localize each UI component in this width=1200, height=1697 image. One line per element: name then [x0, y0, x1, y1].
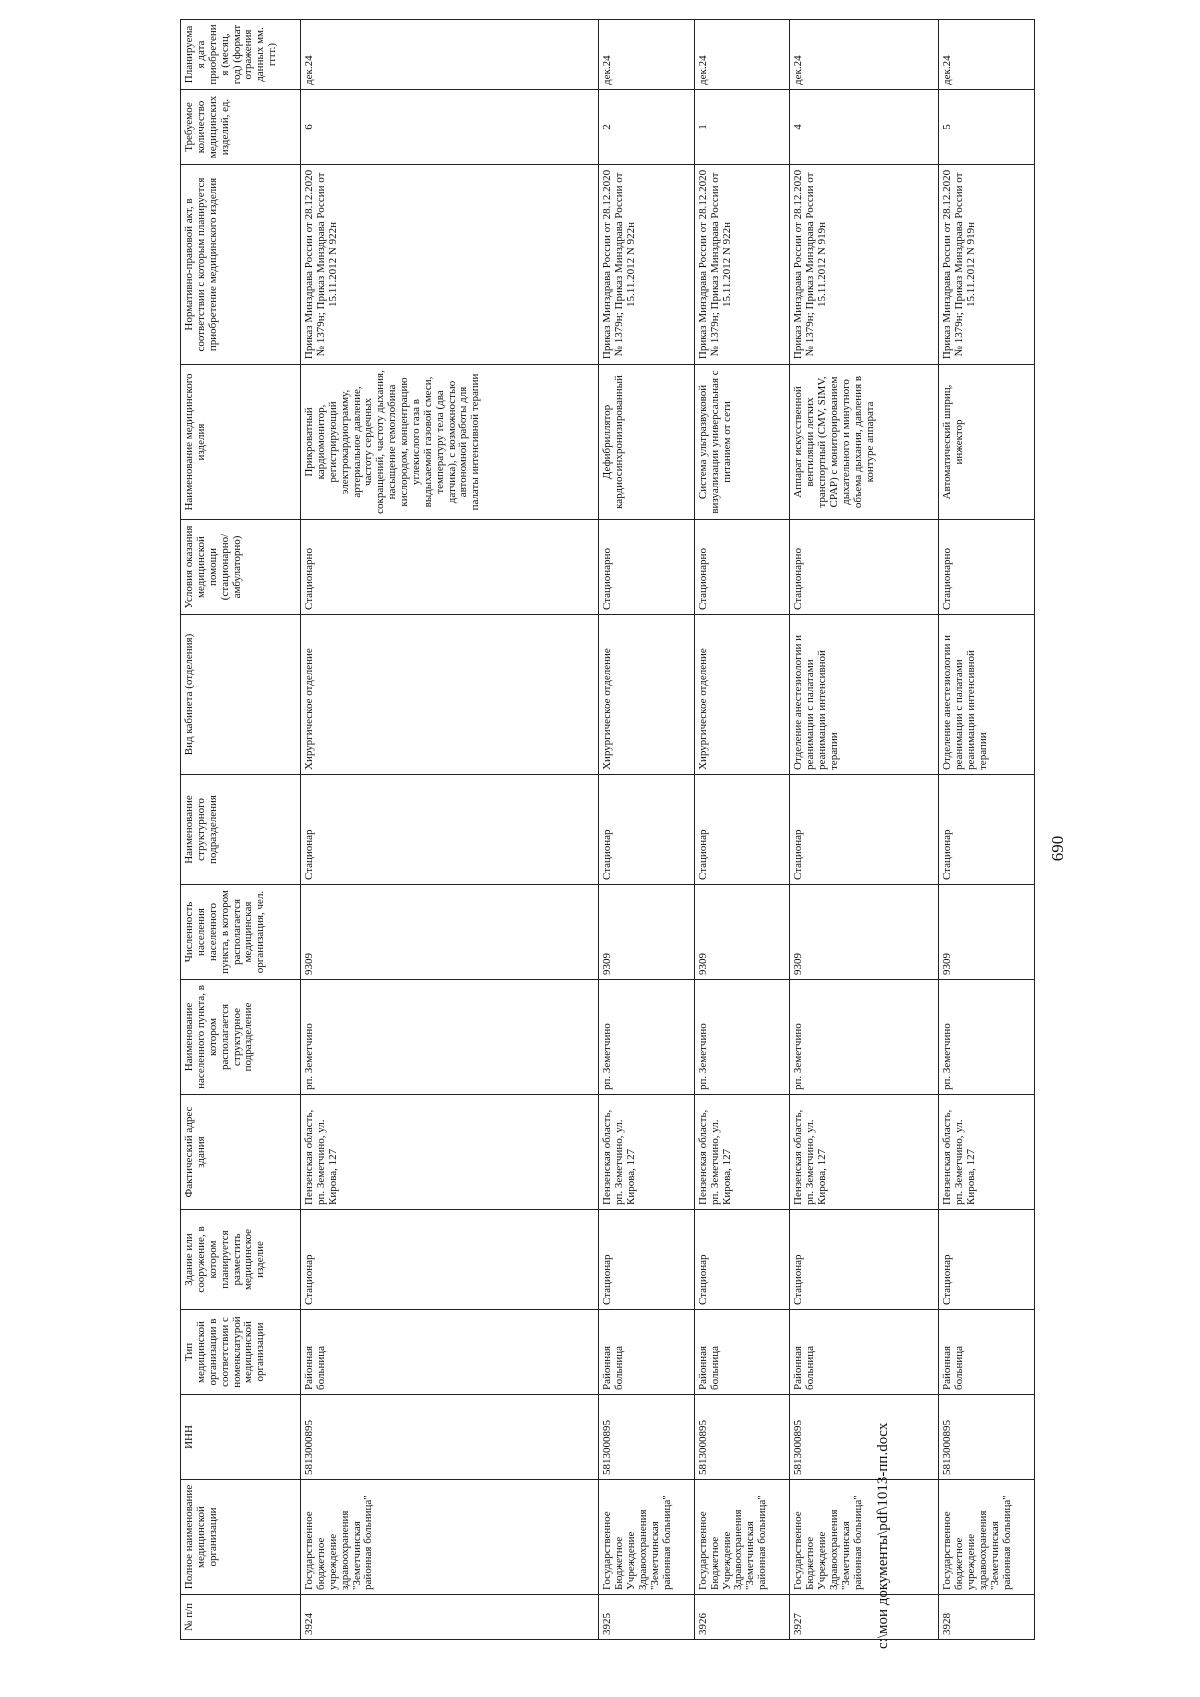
org-name-cell: Государственное бюджетное учреждение здравоохранения "Земетчинская районная больница"	[939, 1480, 1035, 1595]
header-cell: Вид кабинета (отделения)	[181, 615, 301, 775]
org-name-cell: Государственное бюджетное учреждение здравоохранения "Земетчинская районная больница"	[301, 1480, 599, 1595]
org-name-cell: Государственное Бюджетное Учреждение Здравоохранения "Земетчинская районная больница"	[694, 1480, 789, 1595]
legal-act-cell: Приказ Минздрава России от 28.12.2020 № 1379н; Приказ Минздрава России от 15.11.2012 N 922н	[301, 165, 599, 365]
header-cell: Нормативно-правовой акт, в соответствии с которым планируется приобретение медицинского изделия	[181, 165, 301, 365]
org-type-cell: Районная больница	[939, 1310, 1035, 1395]
device-cell: Система ультразвуковой визуализации универсальная с питанием от сети	[694, 365, 789, 520]
locality-cell: рп. Земетчино	[301, 980, 599, 1095]
table-row	[599, 20, 694, 1640]
org-name-cell: Государственное Бюджетное Учреждение Здравоохранения "Земетчинская районная больница"	[599, 1480, 694, 1595]
row-number: 3925	[599, 1595, 694, 1640]
header-cell: Полное наименование медицинской организации	[181, 1480, 301, 1595]
table-row	[939, 20, 1035, 1640]
quantity-cell: 4	[790, 90, 939, 165]
date-cell: дек.24	[939, 20, 1035, 90]
quantity-cell: 5	[939, 90, 1035, 165]
table-header-row	[181, 20, 301, 1640]
address-cell: Пензенская область, рп. Земетчино, ул. Кирова, 127	[599, 1095, 694, 1210]
row-number: 3924	[301, 1595, 599, 1640]
inn-cell: 5813000895	[599, 1395, 694, 1480]
header-cell: Наименование населенного пункта, в котором располагается структурное подразделение	[181, 980, 301, 1095]
address-cell: Пензенская область, рп. Земетчино, ул. Кирова, 127	[790, 1095, 939, 1210]
locality-cell: рп. Земетчино	[694, 980, 789, 1095]
header-cell: ИНН	[181, 1395, 301, 1480]
header-cell: Численность населения населенного пункта, в котором располагается медицинская организация, чел.	[181, 885, 301, 980]
locality-cell: рп. Земетчино	[790, 980, 939, 1095]
org-type-cell: Районная больница	[301, 1310, 599, 1395]
table-row	[694, 20, 789, 1640]
org-type-cell: Районная больница	[599, 1310, 694, 1395]
inn-cell: 5813000895	[939, 1395, 1035, 1480]
unit-cell: Стационар	[790, 775, 939, 885]
conditions-cell: Стационарно	[599, 520, 694, 615]
unit-cell: Стационар	[694, 775, 789, 885]
department-cell: Хирургическое отделение	[301, 615, 599, 775]
header-cell: Здание или сооружение, в котором планируется разместить медицинское изделие	[181, 1210, 301, 1310]
address-cell: Пензенская область, рп. Земетчино, ул. Кирова, 127	[301, 1095, 599, 1210]
department-cell: Хирургическое отделение	[599, 615, 694, 775]
header-cell: Тип медицинской организации в соответствии с номенклатурой медицинской организации	[181, 1310, 301, 1395]
building-cell: Стационар	[939, 1210, 1035, 1310]
header-cell: Фактический адрес здания	[181, 1095, 301, 1210]
medical-equipment-table	[180, 19, 1035, 1640]
org-name-cell: Государственное Бюджетное Учреждение Здравоохранения "Земетчинская районная больница"	[790, 1480, 939, 1595]
header-cell: Наименование медицинского изделия	[181, 365, 301, 520]
inn-cell: 5813000895	[790, 1395, 939, 1480]
quantity-cell: 1	[694, 90, 789, 165]
legal-act-cell: Приказ Минздрава России от 28.12.2020 № 1379н; Приказ Минздрава России от 15.11.2012 N 922н	[694, 165, 789, 365]
population-cell: 9309	[790, 885, 939, 980]
building-cell: Стационар	[599, 1210, 694, 1310]
header-cell: Планируемая дата приобретения (месяц, год) (формат отражения данных мм. гггг.)	[181, 20, 301, 90]
address-cell: Пензенская область, рп. Земетчино, ул. Кирова, 127	[939, 1095, 1035, 1210]
locality-cell: рп. Земетчино	[939, 980, 1035, 1095]
conditions-cell: Стационарно	[694, 520, 789, 615]
header-cell: Условия оказания медицинской помощи (стационарно/ амбулаторно)	[181, 520, 301, 615]
table-row	[790, 20, 939, 1640]
population-cell: 9309	[301, 885, 599, 980]
department-cell: Отделение анестезиологии и реанимации с палатами реанимации интенсивной терапии	[790, 615, 939, 775]
device-cell: Прикроватный кардиомонитор, регистрирующий электрокардиограмму, артериальное давление, частоту сердечных сокращений, частоту дыхания, насыщение гемоглобина кислородом, концентрацию углекислого газа в выдыхаемой газовой смеси, температуру тела (два датчика), с возможностью автономной работы для палаты интенсивной терапии	[301, 365, 599, 520]
date-cell: дек.24	[599, 20, 694, 90]
conditions-cell: Стационарно	[301, 520, 599, 615]
building-cell: Стационар	[790, 1210, 939, 1310]
legal-act-cell: Приказ Минздрава России от 28.12.2020 № 1379н; Приказ Минздрава России от 15.11.2012 N 919н	[939, 165, 1035, 365]
date-cell: дек.24	[790, 20, 939, 90]
device-cell: Аппарат искусственной вентиляции легких транспортный (CMV, SIMV, CPAP) с мониторированием дыхательного и минутного объема дыхания, давления в контуре аппарата	[790, 365, 939, 520]
unit-cell: Стационар	[939, 775, 1035, 885]
legal-act-cell: Приказ Минздрава России от 28.12.2020 № 1379н; Приказ Минздрава России от 15.11.2012 N 919н	[790, 165, 939, 365]
inn-cell: 5813000895	[301, 1395, 599, 1480]
legal-act-cell: Приказ Минздрава России от 28.12.2020 № 1379н; Приказ Минздрава России от 15.11.2012 N 922н	[599, 165, 694, 365]
population-cell: 9309	[599, 885, 694, 980]
date-cell: дек.24	[694, 20, 789, 90]
inn-cell: 5813000895	[694, 1395, 789, 1480]
population-cell: 9309	[694, 885, 789, 980]
device-cell: Автоматический шприц, инжектор	[939, 365, 1035, 520]
header-cell: Требуемое количество медицинских изделий, ед.	[181, 90, 301, 165]
conditions-cell: Стационарно	[790, 520, 939, 615]
org-type-cell: Районная больница	[790, 1310, 939, 1395]
date-cell: дек.24	[301, 20, 599, 90]
address-cell: Пензенская область, рп. Земетчино, ул. Кирова, 127	[694, 1095, 789, 1210]
department-cell: Хирургическое отделение	[694, 615, 789, 775]
table-row	[301, 20, 599, 1640]
building-cell: Стационар	[694, 1210, 789, 1310]
row-number: 3928	[939, 1595, 1035, 1640]
building-cell: Стационар	[301, 1210, 599, 1310]
unit-cell: Стационар	[301, 775, 599, 885]
file-path-footer: c:\мои документы\pdf\1013-пп.docx	[875, 1422, 891, 1649]
device-cell: Дефибриллятор кардиосинхронизированный	[599, 365, 694, 520]
header-cell: Наименование структурного подразделения	[181, 775, 301, 885]
population-cell: 9309	[939, 885, 1035, 980]
quantity-cell: 2	[599, 90, 694, 165]
locality-cell: рп. Земетчино	[599, 980, 694, 1095]
conditions-cell: Стационарно	[939, 520, 1035, 615]
department-cell: Отделение анестезиологии и реанимации с палатами реанимации интенсивной терапии	[939, 615, 1035, 775]
row-number: 3927	[790, 1595, 939, 1640]
quantity-cell: 6	[301, 90, 599, 165]
unit-cell: Стационар	[599, 775, 694, 885]
row-number: 3926	[694, 1595, 789, 1640]
page-number: 690	[1048, 835, 1067, 862]
org-type-cell: Районная больница	[694, 1310, 789, 1395]
header-cell: № п/п	[181, 1595, 301, 1640]
